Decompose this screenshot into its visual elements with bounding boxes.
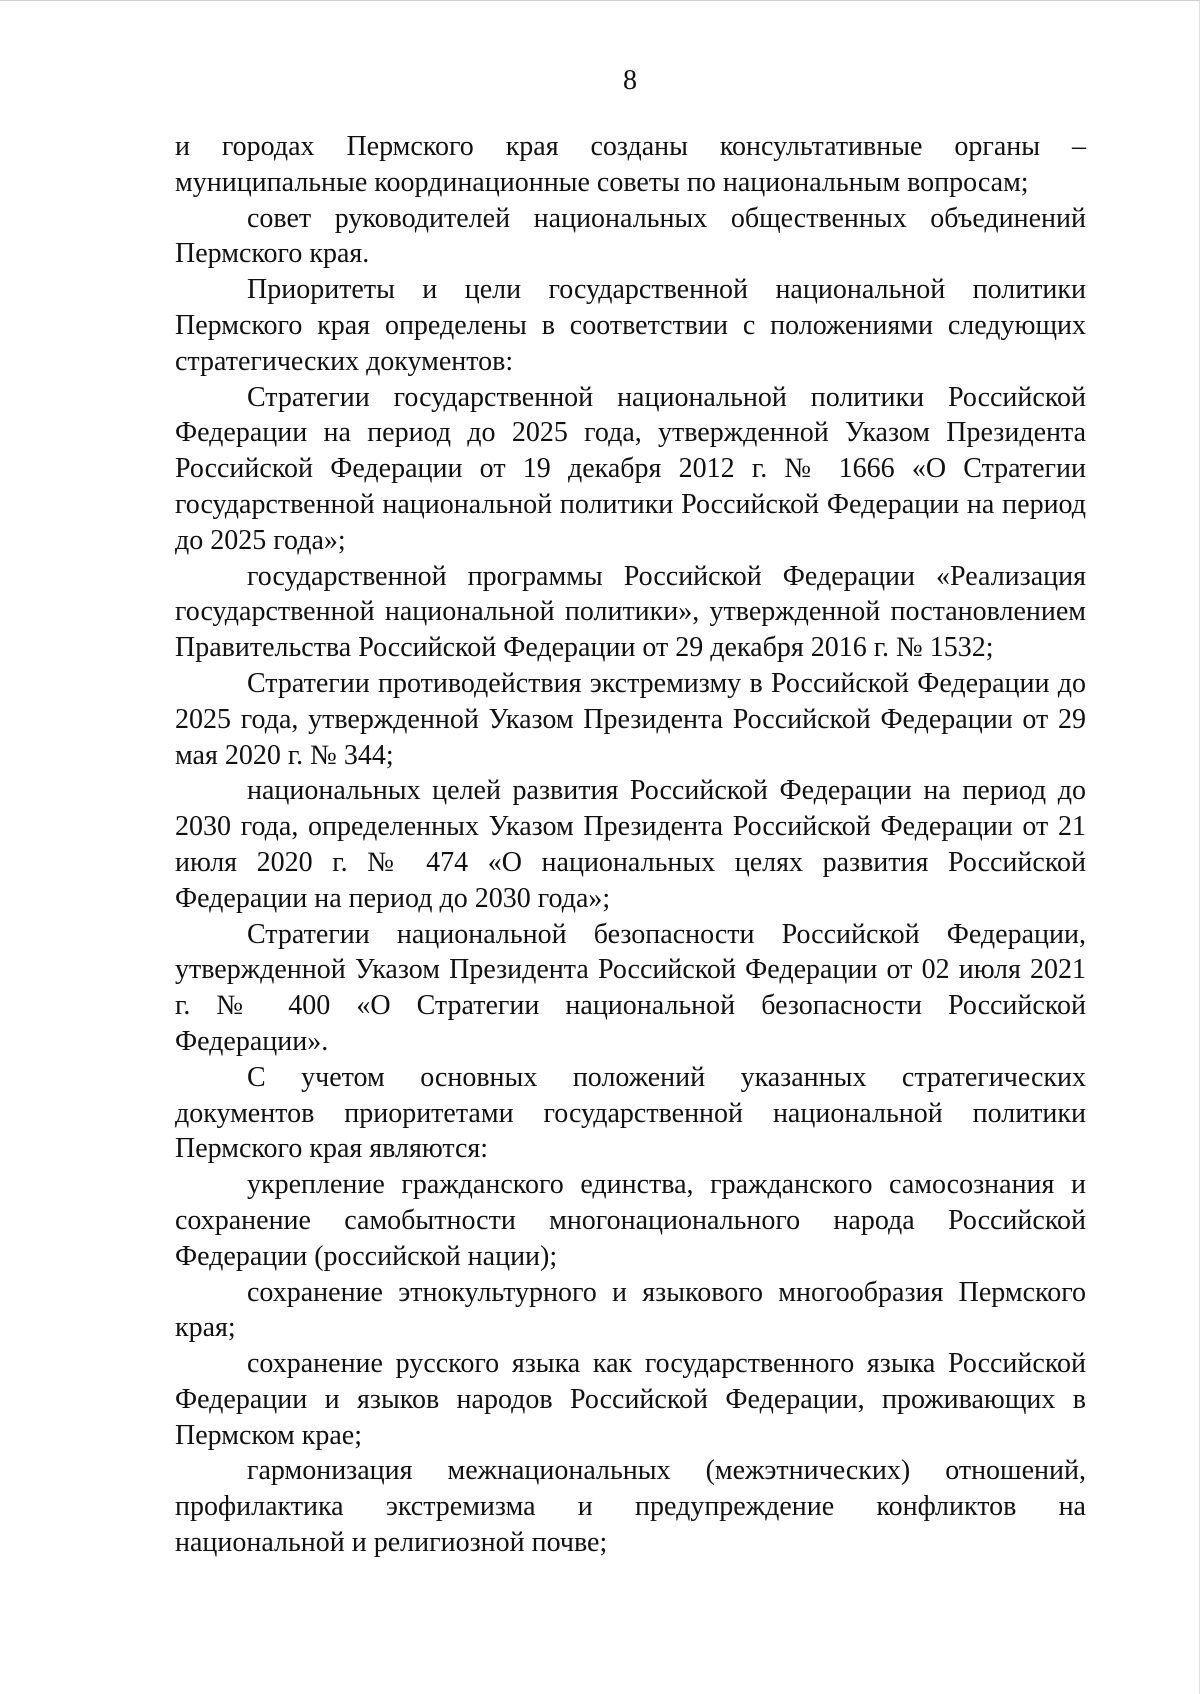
document-body: [175, 129, 1086, 1561]
paragraph: совет руководителей национальных общественных объединений Пермского края.: [175, 202, 1086, 270]
paragraph: сохранение этнокультурного и языкового многообразия Пермского края;: [175, 1276, 1086, 1344]
page-number: 8: [623, 65, 637, 96]
paragraph: сохранение русского языка как государственного языка Российской Федерации и языков народов Российской Федерации, проживающих в Пермском крае;: [175, 1348, 1086, 1451]
paragraph: Стратегии национальной безопасности Российской Федерации, утвержденной Указом Президента Российской Федерации от 02 июля 2021 г. № 400 «О Стратегии национальной безопасности Российской Федерации».: [175, 918, 1086, 1057]
paragraph: Стратегии противодействия экстремизму в Российской Федерации до 2025 года, утвержденной Указом Президента Российской Федерации от 29 мая 2020 г. № 344;: [175, 667, 1086, 771]
paragraph: Стратегии государственной национальной политики Российской Федерации на период до 2025 года, утвержденной Указом Президента Российской Федерации от 19 декабря 2012 г. № 1666 «О Стратегии государственной национальной политики Российской Федерации на период до 2025 года»;: [175, 381, 1086, 556]
paragraph-continuation: и городах Пермского края созданы консультативные органы – муниципальные координационные советы по национальным вопросам;: [175, 131, 1086, 198]
paragraph: государственной программы Российской Федерации «Реализация государственной национальной политики», утвержденной постановлением Правительства Российской Федерации от 29 декабря 2016 г. № 1532;: [175, 560, 1086, 664]
paragraph: укрепление гражданского единства, гражданского самосознания и сохранение самобытности многонационального народа Российской Федерации (российской нации);: [175, 1169, 1086, 1272]
paragraph: гармонизация межнациональных (межэтнических) отношений, профилактика экстремизма и предупреждение конфликтов на национальной и религиозной почве;: [175, 1455, 1086, 1559]
paragraph: национальных целей развития Российской Федерации на период до 2030 года, определенных Указом Президента Российской Федерации от 21 июля 2020 г. № 474 «О национальных целях развития Российской Федерации на период до 2030 года»;: [175, 775, 1086, 914]
paragraph: Приоритеты и цели государственной национальной политики Пермского края определены в соответствии с положениями следующих стратегических документов:: [175, 274, 1086, 377]
paragraph: С учетом основных положений указанных стратегических документов приоритетами государственной национальной политики Пермского края являются:: [175, 1061, 1086, 1165]
